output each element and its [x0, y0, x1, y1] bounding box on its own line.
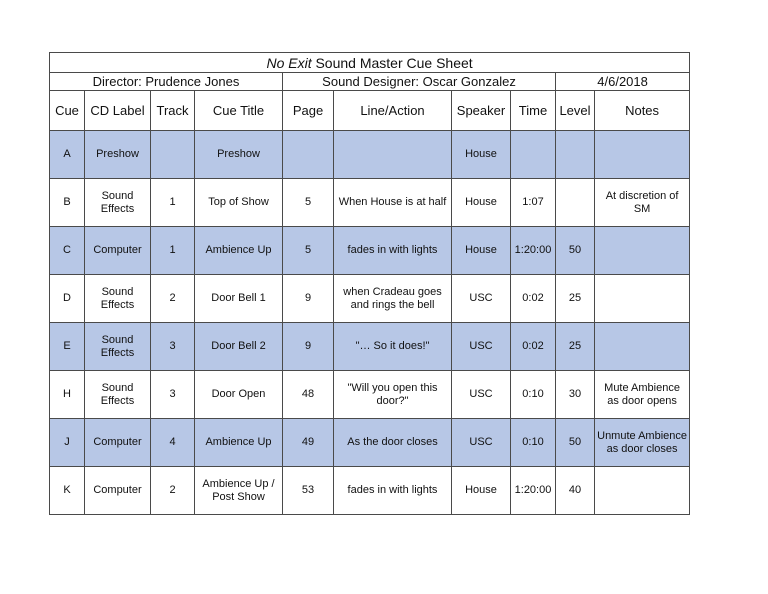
cell-cd-label: Sound Effects — [85, 371, 151, 419]
cell-notes: Mute Ambience as door opens — [595, 371, 690, 419]
header-row — [50, 91, 690, 131]
col-header-track: Track — [151, 91, 195, 131]
cell-speaker: House — [452, 467, 511, 515]
cell-cue-title: Ambience Up — [195, 227, 283, 275]
cell-line-action: fades in with lights — [334, 227, 452, 275]
cell-cue: C — [50, 227, 85, 275]
cell-level: 25 — [556, 323, 595, 371]
cell-cue-title: Ambience Up — [195, 419, 283, 467]
cell-line-action — [334, 131, 452, 179]
cell-cue-title: Door Bell 2 — [195, 323, 283, 371]
cell-track — [151, 131, 195, 179]
cell-page: 9 — [283, 275, 334, 323]
cell-page — [283, 131, 334, 179]
sheet-title-rest: Sound Master Cue Sheet — [311, 54, 473, 71]
cell-cue-title: Top of Show — [195, 179, 283, 227]
cell-time: 0:10 — [511, 419, 556, 467]
cell-speaker: USC — [452, 323, 511, 371]
col-header-page: Page — [283, 91, 334, 131]
col-header-level: Level — [556, 91, 595, 131]
sheet-date: 4/6/2018 — [556, 73, 690, 91]
cell-time: 1:20:00 — [511, 467, 556, 515]
cell-notes: At discretion of SM — [595, 179, 690, 227]
title-row — [50, 53, 690, 73]
cell-notes — [595, 275, 690, 323]
cell-notes — [595, 131, 690, 179]
cell-line-action: When House is at half — [334, 179, 452, 227]
table-row — [50, 419, 690, 467]
cell-level: 30 — [556, 371, 595, 419]
cell-time — [511, 131, 556, 179]
cell-time: 0:10 — [511, 371, 556, 419]
cell-level: 25 — [556, 275, 595, 323]
cell-time: 1:20:00 — [511, 227, 556, 275]
table-row — [50, 179, 690, 227]
cell-level: 50 — [556, 419, 595, 467]
cell-track: 1 — [151, 227, 195, 275]
cell-notes — [595, 323, 690, 371]
cell-notes — [595, 227, 690, 275]
col-header-speaker: Speaker — [452, 91, 511, 131]
table-row — [50, 323, 690, 371]
cell-line-action: when Cradeau goes and rings the bell — [334, 275, 452, 323]
cell-cd-label: Computer — [85, 419, 151, 467]
cell-page: 5 — [283, 227, 334, 275]
cell-line-action: "Will you open this door?" — [334, 371, 452, 419]
table-row — [50, 131, 690, 179]
cell-page: 5 — [283, 179, 334, 227]
cell-cue-title: Preshow — [195, 131, 283, 179]
sheet-title-italic: No Exit — [266, 54, 312, 71]
cell-speaker: USC — [452, 371, 511, 419]
col-header-time: Time — [511, 91, 556, 131]
cell-speaker: House — [452, 131, 511, 179]
cell-track: 4 — [151, 419, 195, 467]
cell-cd-label: Computer — [85, 227, 151, 275]
table-row — [50, 275, 690, 323]
cell-level — [556, 179, 595, 227]
sound-designer: Sound Designer: Oscar Gonzalez — [283, 73, 556, 91]
cell-time: 1:07 — [511, 179, 556, 227]
cell-line-action: As the door closes — [334, 419, 452, 467]
cell-cd-label: Sound Effects — [85, 179, 151, 227]
cell-page: 53 — [283, 467, 334, 515]
cell-page: 9 — [283, 323, 334, 371]
director: Director: Prudence Jones — [50, 73, 283, 91]
cue-sheet-table — [49, 52, 690, 515]
cell-cd-label: Sound Effects — [85, 275, 151, 323]
cell-notes — [595, 467, 690, 515]
col-header-cue-title: Cue Title — [195, 91, 283, 131]
cell-page: 48 — [283, 371, 334, 419]
col-header-cd-label: CD Label — [85, 91, 151, 131]
cell-cue: A — [50, 131, 85, 179]
sheet-title — [50, 53, 690, 73]
cell-cd-label: Preshow — [85, 131, 151, 179]
col-header-cue: Cue — [50, 91, 85, 131]
cell-cue: J — [50, 419, 85, 467]
col-header-notes: Notes — [595, 91, 690, 131]
cell-cue-title: Door Open — [195, 371, 283, 419]
cell-notes: Unmute Ambience as door closes — [595, 419, 690, 467]
cell-cd-label: Sound Effects — [85, 323, 151, 371]
cell-time: 0:02 — [511, 323, 556, 371]
cell-track: 2 — [151, 275, 195, 323]
cell-time: 0:02 — [511, 275, 556, 323]
cell-level: 40 — [556, 467, 595, 515]
cell-cue-title: Ambience Up / Post Show — [195, 467, 283, 515]
cell-line-action: "… So it does!" — [334, 323, 452, 371]
cell-speaker: House — [452, 179, 511, 227]
cell-cue-title: Door Bell 1 — [195, 275, 283, 323]
cell-track: 3 — [151, 371, 195, 419]
cell-track: 3 — [151, 323, 195, 371]
info-row — [50, 73, 690, 91]
cell-cd-label: Computer — [85, 467, 151, 515]
cell-level — [556, 131, 595, 179]
cell-speaker: USC — [452, 275, 511, 323]
cell-cue: E — [50, 323, 85, 371]
cell-level: 50 — [556, 227, 595, 275]
table-row — [50, 371, 690, 419]
cell-cue: B — [50, 179, 85, 227]
cell-line-action: fades in with lights — [334, 467, 452, 515]
cell-speaker: USC — [452, 419, 511, 467]
cell-cue: K — [50, 467, 85, 515]
cell-track: 2 — [151, 467, 195, 515]
cell-page: 49 — [283, 419, 334, 467]
cell-cue: H — [50, 371, 85, 419]
table-row — [50, 227, 690, 275]
cell-track: 1 — [151, 179, 195, 227]
cell-speaker: House — [452, 227, 511, 275]
col-header-line-action: Line/Action — [334, 91, 452, 131]
table-row — [50, 467, 690, 515]
cell-cue: D — [50, 275, 85, 323]
